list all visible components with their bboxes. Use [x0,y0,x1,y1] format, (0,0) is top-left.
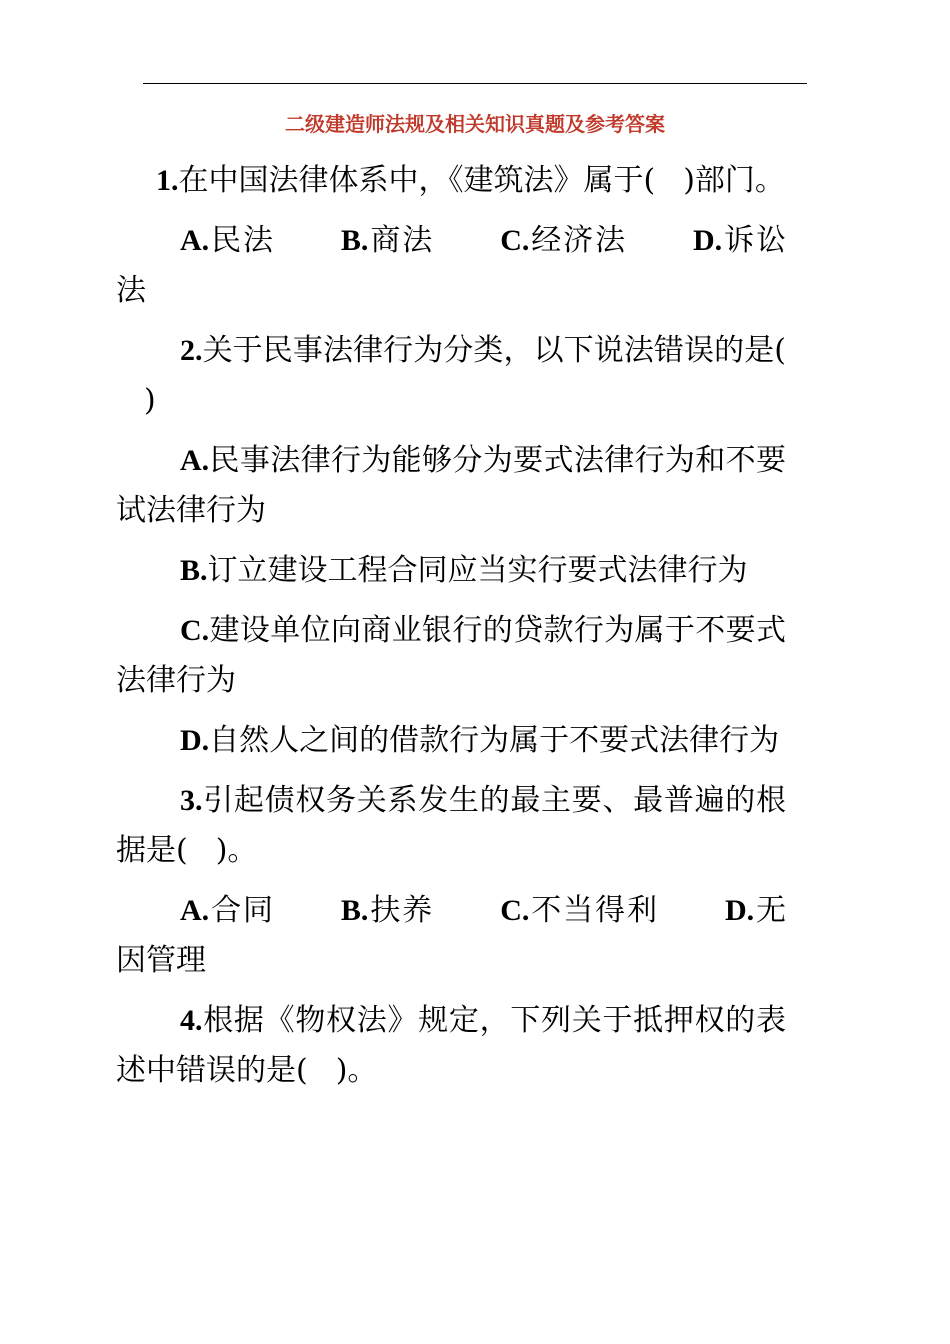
question-1-stem-before: 在中国法律体系中，《建筑法》属于( [178,163,656,198]
question-3-stem-after: )。 [215,833,258,868]
option-a: A.合同 [180,893,275,928]
document-title-text: 二级建造师法规及相关知识真题及参考答案 [285,112,665,136]
question-1-number: 1. [156,164,179,197]
option-b: B.商法 [340,223,435,258]
question-4-stem-after: )。 [335,1053,378,1088]
question-2 [116,326,786,426]
question-3-number: 3. [180,784,203,817]
question-4-number: 4. [180,1004,203,1037]
question-1-options [116,216,786,316]
question-2-stem-before: 关于民事法律行为分类，以下说法错误的是( [202,333,786,368]
option-b: B.扶养 [340,893,435,928]
option-c: C.不当得利 [500,893,659,928]
question-2-stem-after: ) [144,383,156,418]
option-d: D.诉讼法 [116,223,787,308]
question-2-option-c: C.建设单位向商业银行的贷款行为属于不要式法律行为 [116,613,786,698]
document-title [0,110,950,138]
question-4-stem-before: 根据《物权法》规定，下列关于抵押权的表述中错误的是( [116,1003,786,1088]
document-body [116,156,786,1106]
question-1 [116,156,786,206]
question-4 [116,996,786,1096]
question-3 [116,776,786,876]
question-3-options [116,886,786,986]
question-2-option-a: A.民事法律行为能够分为要式法律行为和不要试法律行为 [116,443,786,528]
question-2-option-b: B.订立建设工程合同应当实行要式法律行为 [180,553,748,588]
header-rule [143,83,807,84]
question-1-stem-after: )部门。 [683,163,785,198]
option-c: C.经济法 [500,223,628,258]
question-2-number: 2. [180,334,203,367]
question-2-option-d: D.自然人之间的借款行为属于不要式法律行为 [180,723,780,758]
option-a: A.民法 [180,223,275,258]
option-d: D.无因管理 [116,893,787,978]
question-3-stem-before: 引起债权务关系发生的最主要、最普遍的根据是( [116,783,786,868]
